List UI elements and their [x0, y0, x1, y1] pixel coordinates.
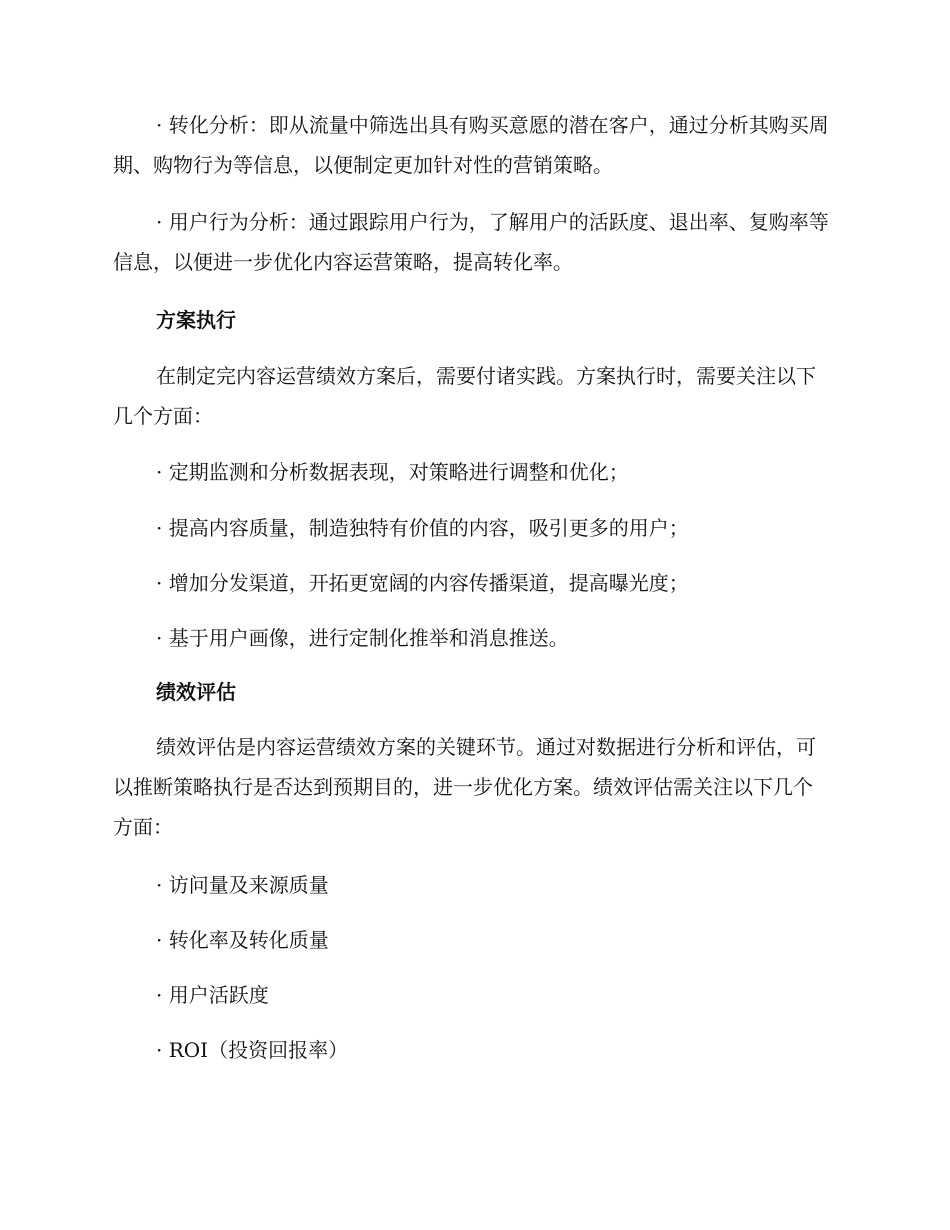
heading-plan-execution: 方案执行: [156, 308, 236, 332]
bullet-distribution-channels: · 增加分发渠道，开拓更宽阔的内容传播渠道，提高曝光度；: [156, 571, 689, 595]
bullet-conversion-rate-quality: · 转化率及转化质量: [156, 928, 329, 952]
bullet-traffic-source-quality: · 访问量及来源质量: [156, 873, 329, 897]
heading-performance-evaluation: 绩效评估: [156, 680, 236, 704]
paragraph-plan-execution-intro: 在制定完内容运营绩效方案后，需要付诸实践。方案执行时，需要关注以下几个方面：: [113, 364, 816, 428]
bullet-conversion-analysis: · 转化分析：即从流量中筛选出具有购买意愿的潜在客户，通过分析其购买周期、购物行为等信息，以便制定更加针对性的营销策略。: [113, 113, 829, 177]
bullet-content-quality: · 提高内容质量，制造独特有价值的内容，吸引更多的用户；: [156, 516, 689, 540]
bullet-roi: · ROI（投资回报率）: [156, 1038, 349, 1062]
bullet-user-profile-push: · 基于用户画像，进行定制化推举和消息推送。: [156, 626, 569, 650]
bullet-user-activity: · 用户活跃度: [156, 983, 269, 1007]
paragraph-performance-evaluation-intro: 绩效评估是内容运营绩效方案的关键环节。通过对数据进行分析和评估，可以推断策略执行是否达到预期目的，进一步优化方案。绩效评估需关注以下几个方面：: [113, 735, 816, 839]
bullet-user-behavior-analysis: · 用户行为分析：通过跟踪用户行为，了解用户的活跃度、退出率、复购率等信息，以便进一步优化内容运营策略，提高转化率。: [113, 210, 829, 274]
bullet-monitor-data: · 定期监测和分析数据表现，对策略进行调整和优化；: [156, 460, 629, 484]
